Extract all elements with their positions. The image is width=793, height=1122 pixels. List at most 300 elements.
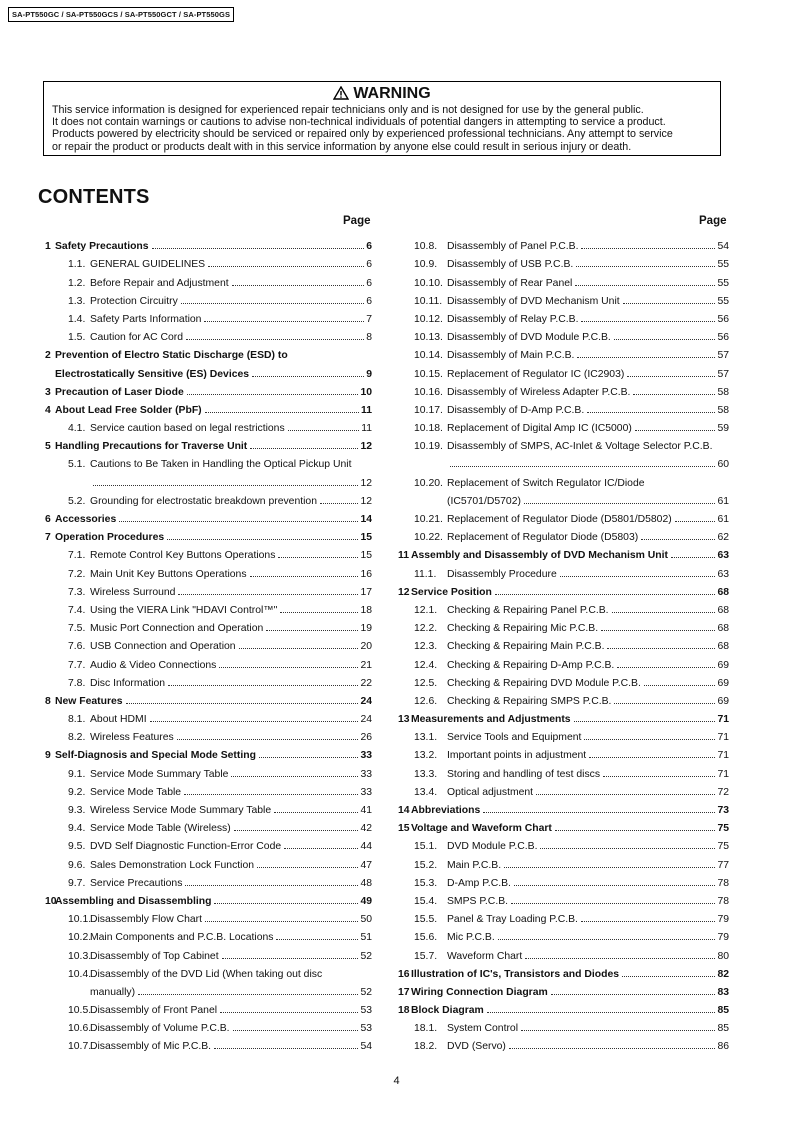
- toc-entry[interactable]: [40, 852, 372, 870]
- toc-entry[interactable]: [396, 416, 729, 434]
- toc-entry-number: 12.2.: [414, 623, 438, 635]
- toc-entry[interactable]: [40, 234, 372, 252]
- toc-entry-title: Service caution based on legal restrictions: [90, 423, 285, 435]
- toc-leader-dots: [126, 703, 359, 704]
- toc-entry-number: 7.6.: [68, 641, 86, 653]
- toc-entry-title: Disassembly of DVD Module P.C.B.: [447, 332, 611, 344]
- toc-entry-page: 53: [360, 1005, 372, 1017]
- toc-entry-number: 9.1.: [68, 768, 86, 780]
- toc-entry[interactable]: [40, 343, 372, 361]
- toc-leader-dots: [536, 794, 715, 795]
- toc-entry-title: Prevention of Electro Static Discharge (ESD) to: [55, 350, 288, 362]
- toc-entry[interactable]: [396, 871, 729, 889]
- toc-entry-title: Cautions to Be Taken in Handling the Optical Pickup Unit: [90, 459, 352, 471]
- toc-entry-title: Service Mode Summary Table: [90, 768, 229, 780]
- toc-entry-page: 24: [360, 714, 372, 726]
- toc-entry-page: 73: [717, 805, 729, 816]
- toc-leader-dots: [607, 648, 715, 649]
- warning-box: [43, 81, 721, 156]
- toc-leader-dots: [551, 994, 716, 995]
- toc-entry-title: Disc Information: [90, 677, 166, 689]
- toc-entry-page: 78: [717, 877, 729, 889]
- toc-entry-title: Wireless Surround: [90, 586, 176, 598]
- toc-leader-dots: [576, 266, 715, 267]
- toc-entry-title: Main Components and P.C.B. Locations: [90, 932, 274, 944]
- toc-entry-title: Operation Procedures: [55, 532, 165, 544]
- toc-leader-dots: [205, 921, 358, 922]
- toc-entry-title: About Lead Free Solder (PbF): [55, 404, 202, 416]
- toc-entry[interactable]: [40, 507, 372, 525]
- toc-entry[interactable]: [396, 689, 729, 707]
- toc-entry-page: 71: [717, 750, 729, 762]
- toc-entry-title: SMPS P.C.B.: [447, 895, 509, 907]
- toc-entry-page: 58: [717, 386, 729, 398]
- toc-entry-page: 79: [717, 932, 729, 944]
- toc-entry[interactable]: [396, 1034, 729, 1052]
- toc-entry-page: 55: [717, 259, 729, 271]
- toc-entry[interactable]: [40, 652, 372, 670]
- toc-entry[interactable]: [396, 943, 729, 961]
- toc-entry[interactable]: [396, 998, 729, 1016]
- toc-leader-dots: [504, 867, 715, 868]
- toc-leader-dots: [581, 321, 715, 322]
- toc-entry-page: 78: [717, 895, 729, 907]
- toc-entry[interactable]: [396, 852, 729, 870]
- toc-entry-number: 10: [45, 895, 57, 907]
- toc-entry[interactable]: [396, 380, 729, 398]
- toc-leader-dots: [644, 685, 716, 686]
- toc-entry-page: 20: [360, 641, 372, 653]
- toc-entry-title: Disassembly of Main P.C.B.: [447, 350, 575, 362]
- toc-entry-number: 13.1.: [414, 732, 438, 744]
- toc-entry[interactable]: [396, 452, 729, 470]
- toc-entry-title: Disassembly of Panel P.C.B.: [447, 241, 579, 253]
- toc-entry-title: Service Mode Table (Wireless): [90, 823, 231, 835]
- toc-entry[interactable]: [40, 398, 372, 416]
- toc-entry-number: 1: [45, 241, 51, 253]
- toc-entry-number: 1.4.: [68, 313, 86, 325]
- toc-entry[interactable]: [40, 416, 372, 434]
- toc-entry-title: Storing and handling of test discs: [447, 768, 601, 780]
- toc-entry[interactable]: [396, 889, 729, 907]
- toc-entry[interactable]: [40, 561, 372, 579]
- toc-entry-number: 12: [398, 586, 410, 598]
- toc-entry-number: 7.5.: [68, 623, 86, 635]
- toc-entry-title: Checking & Repairing SMPS P.C.B.: [447, 695, 612, 707]
- toc-entry[interactable]: [40, 1016, 372, 1034]
- toc-entry[interactable]: [396, 270, 729, 288]
- toc-leader-dots: [266, 630, 358, 631]
- toc-entry[interactable]: [396, 725, 729, 743]
- toc-entry[interactable]: [40, 307, 372, 325]
- toc-entry-number: 13.3.: [414, 768, 438, 780]
- toc-entry-title: Main P.C.B.: [447, 859, 502, 871]
- toc-entry-number: 4: [45, 404, 51, 416]
- toc-entry[interactable]: [40, 580, 372, 598]
- toc-entry[interactable]: [40, 525, 372, 543]
- toc-entry-page: 21: [360, 659, 372, 671]
- toc-entry-number: 12.6.: [414, 695, 438, 707]
- toc-leader-dots: [220, 1012, 358, 1013]
- toc-entry-number: 12.1.: [414, 604, 438, 616]
- toc-entry[interactable]: [396, 671, 729, 689]
- toc-entry-title: New Features: [55, 695, 123, 707]
- toc-entry-page: 12: [360, 441, 372, 453]
- toc-entry-title: Disassembly Procedure: [447, 568, 557, 580]
- toc-entry-number: 10.4.: [68, 968, 92, 980]
- warning-text: [44, 103, 720, 153]
- toc-entry-title: Replacement of Regulator IC (IC2903): [447, 368, 625, 380]
- toc-entry-number: 13: [398, 714, 410, 726]
- toc-entry-title: Replacement of Regulator Diode (D5803): [447, 532, 639, 544]
- page-number: 4: [393, 1075, 400, 1087]
- toc-leader-dots: [617, 667, 715, 668]
- toc-leader-dots: [581, 921, 716, 922]
- toc-leader-dots: [483, 812, 715, 813]
- toc-entry-number: 9.7.: [68, 877, 86, 889]
- toc-entry[interactable]: [396, 543, 729, 561]
- toc-entry[interactable]: [396, 816, 729, 834]
- toc-entry[interactable]: [396, 307, 729, 325]
- toc-leader-dots: [168, 685, 358, 686]
- toc-entry[interactable]: [396, 580, 729, 598]
- toc-entry-title: Disassembly Flow Chart: [90, 914, 203, 926]
- toc-entry-title: Disassembly of Top Cabinet: [90, 950, 219, 962]
- toc-leader-dots: [214, 903, 358, 904]
- toc-leader-dots: [93, 485, 358, 486]
- toc-entry[interactable]: [396, 962, 729, 980]
- toc-entry-title: (IC5701/D5702): [447, 495, 521, 507]
- toc-entry-title: Optical adjustment: [447, 786, 534, 798]
- toc-entry-page: 63: [717, 550, 729, 562]
- toc-entry-title: Measurements and Adjustments: [411, 714, 571, 726]
- toc-entry-number: 9.6.: [68, 859, 86, 871]
- toc-entry-number: 10.12.: [414, 313, 443, 325]
- toc-entry-title: Disassembly of Wireless Adapter P.C.B.: [447, 386, 631, 398]
- toc-entry[interactable]: [396, 834, 729, 852]
- toc-entry-number: 15.6.: [414, 932, 438, 944]
- toc-entry-title: Remote Control Key Buttons Operations: [90, 550, 276, 562]
- toc-entry-number: 2: [45, 350, 51, 362]
- toc-entry[interactable]: [396, 1016, 729, 1034]
- toc-entry-title: Self-Diagnosis and Special Mode Setting: [55, 750, 256, 762]
- toc-entry[interactable]: [396, 507, 729, 525]
- toc-leader-dots: [231, 776, 358, 777]
- toc-entry[interactable]: [40, 543, 372, 561]
- toc-entry-number: 10.15.: [414, 368, 443, 380]
- toc-entry[interactable]: [40, 689, 372, 707]
- toc-leader-dots: [587, 412, 715, 413]
- toc-entry-page: 15: [360, 550, 372, 562]
- toc-entry[interactable]: [396, 707, 729, 725]
- toc-entry[interactable]: [396, 325, 729, 343]
- toc-entry-title: Assembly and Disassembly of DVD Mechanism Unit: [411, 550, 668, 562]
- toc-entry[interactable]: [40, 361, 372, 379]
- warning-line: Products powered by electricity should be serviced or repaired only by experienced professional technicians. Any attempt to service: [52, 128, 673, 141]
- toc-entry-page: 86: [717, 1041, 729, 1053]
- toc-entry-page: 80: [717, 950, 729, 962]
- toc-leader-dots: [205, 412, 359, 413]
- toc-entry-title: Handling Precautions for Traverse Unit: [55, 441, 248, 453]
- toc-entry-number: 9.4.: [68, 823, 86, 835]
- toc-entry-number: 7.3.: [68, 586, 86, 598]
- toc-entry-number: 9: [45, 750, 51, 762]
- toc-entry-title: D-Amp P.C.B.: [447, 877, 511, 889]
- toc-entry[interactable]: [396, 289, 729, 307]
- toc-entry[interactable]: [40, 1034, 372, 1052]
- toc-entry-number: 7.2.: [68, 568, 86, 580]
- toc-entry-number: 10.20.: [414, 477, 443, 489]
- toc-entry[interactable]: [40, 816, 372, 834]
- toc-entry-page: 68: [717, 641, 729, 653]
- toc-leader-dots: [239, 648, 359, 649]
- toc-entry[interactable]: [396, 780, 729, 798]
- toc-entry[interactable]: [40, 634, 372, 652]
- toc-entry[interactable]: [40, 725, 372, 743]
- toc-entry[interactable]: [396, 398, 729, 416]
- toc-entry-page: 44: [360, 841, 372, 853]
- toc-entry-title: Disassembly of SMPS, AC-Inlet & Voltage Selector P.C.B.: [447, 441, 713, 453]
- toc-entry-title: Assembling and Disassembling: [55, 895, 212, 907]
- toc-entry[interactable]: [396, 434, 729, 452]
- toc-entry-page: 71: [717, 714, 729, 726]
- toc-leader-dots: [514, 885, 716, 886]
- toc-leader-dots: [274, 812, 358, 813]
- toc-leader-dots: [233, 1030, 359, 1031]
- toc-entry-page: 62: [717, 532, 729, 544]
- toc-leader-dots: [622, 976, 715, 977]
- toc-leader-dots: [495, 594, 716, 595]
- toc-entry[interactable]: [396, 634, 729, 652]
- toc-entry-number: 10.13.: [414, 332, 443, 344]
- toc-entry-page: 12: [360, 495, 372, 507]
- toc-entry-page: 8: [366, 332, 372, 344]
- toc-entry[interactable]: [40, 434, 372, 452]
- toc-entry-title: Checking & Repairing Mic P.C.B.: [447, 623, 599, 635]
- toc-entry[interactable]: [40, 780, 372, 798]
- toc-entry[interactable]: [396, 798, 729, 816]
- toc-entry-title: Safety Parts Information: [90, 313, 202, 325]
- toc-leader-dots: [167, 539, 358, 540]
- toc-entry-page: 11: [361, 404, 372, 416]
- toc-entry-title: Important points in adjustment: [447, 750, 587, 762]
- toc-entry[interactable]: [40, 834, 372, 852]
- toc-entry-number: 10.11.: [414, 295, 443, 307]
- toc-entry[interactable]: [40, 598, 372, 616]
- toc-entry[interactable]: [396, 925, 729, 943]
- toc-entry[interactable]: [40, 252, 372, 270]
- toc-leader-dots: [487, 1012, 716, 1013]
- toc-entry-page: 10: [360, 386, 372, 398]
- toc-entry[interactable]: [396, 652, 729, 670]
- toc-leader-dots: [555, 830, 716, 831]
- toc-leader-dots: [250, 448, 358, 449]
- toc-entry-number: 9.3.: [68, 805, 86, 816]
- toc-entry-title: Disassembly of D-Amp P.C.B.: [447, 404, 585, 416]
- toc-entry-title: Safety Precautions: [55, 241, 149, 253]
- toc-leader-dots: [498, 939, 716, 940]
- toc-entry-page: 69: [717, 677, 729, 689]
- toc-entry-number: 10.6.: [68, 1023, 92, 1035]
- toc-entry-number: 15: [398, 823, 410, 835]
- toc-entry[interactable]: [40, 325, 372, 343]
- toc-leader-dots: [623, 303, 716, 304]
- toc-entry-title: Service Tools and Equipment: [447, 732, 582, 744]
- toc-entry-number: 6: [45, 514, 51, 525]
- toc-entry-page: 49: [360, 895, 372, 907]
- toc-entry-title: Wiring Connection Diagram: [411, 986, 548, 998]
- toc-leader-dots: [675, 521, 716, 522]
- toc-entry[interactable]: [40, 907, 372, 925]
- toc-entry[interactable]: [40, 489, 372, 507]
- toc-entry-page: 51: [360, 932, 372, 944]
- toc-entry-number: 15.3.: [414, 877, 438, 889]
- toc-entry-title: Audio & Video Connections: [90, 659, 217, 671]
- toc-leader-dots: [252, 376, 364, 377]
- toc-entry-number: 1.1.: [68, 259, 86, 271]
- toc-leader-dots: [603, 776, 715, 777]
- warning-triangle-icon: [333, 86, 349, 100]
- toc-leader-dots: [214, 1048, 358, 1049]
- toc-entry[interactable]: [40, 707, 372, 725]
- toc-entry[interactable]: [396, 470, 729, 488]
- toc-entry[interactable]: [40, 798, 372, 816]
- toc-entry-page: 6: [366, 277, 372, 289]
- toc-entry-number: 10.5.: [68, 1005, 92, 1017]
- toc-entry-page: 72: [717, 786, 729, 798]
- toc-entry-number: 11: [398, 550, 409, 562]
- toc-entry-number: 17: [398, 986, 410, 998]
- toc-entry[interactable]: [396, 907, 729, 925]
- toc-entry[interactable]: [396, 252, 729, 270]
- toc-entry-page: 47: [360, 859, 372, 871]
- toc-entry[interactable]: [40, 616, 372, 634]
- toc-leader-dots: [259, 757, 359, 758]
- toc-entry-title: About HDMI: [90, 714, 147, 726]
- toc-entry-number: 12.3.: [414, 641, 438, 653]
- warning-title: [44, 85, 720, 103]
- toc-entry-page: 6: [366, 295, 372, 307]
- toc-entry[interactable]: [40, 452, 372, 470]
- toc-entry-page: 60: [717, 459, 729, 471]
- toc-entry[interactable]: [40, 380, 372, 398]
- toc-entry-page: 79: [717, 914, 729, 926]
- toc-leader-dots: [509, 1048, 716, 1049]
- toc-entry-title: GENERAL GUIDELINES: [90, 259, 206, 271]
- toc-entry[interactable]: [396, 234, 729, 252]
- toc-entry-page: 22: [360, 677, 372, 689]
- toc-entry-number: 15.4.: [414, 895, 438, 907]
- toc-entry-page: 12: [360, 477, 372, 489]
- toc-entry-page: 11: [361, 423, 372, 435]
- toc-entry[interactable]: [396, 598, 729, 616]
- toc-entry[interactable]: [40, 761, 372, 779]
- toc-entry-number: 7.8.: [68, 677, 86, 689]
- toc-entry[interactable]: [40, 962, 372, 980]
- toc-entry[interactable]: [40, 980, 372, 998]
- toc-entry-page: 18: [360, 604, 372, 616]
- toc-leader-dots: [250, 576, 359, 577]
- toc-entry[interactable]: [396, 343, 729, 361]
- toc-entry-page: 69: [717, 659, 729, 671]
- warning-title-text: WARNING: [353, 85, 431, 102]
- toc-entry-number: 15.7.: [414, 950, 438, 962]
- toc-entry[interactable]: [396, 561, 729, 579]
- toc-leader-dots: [671, 557, 715, 558]
- toc-leader-dots: [178, 594, 358, 595]
- toc-entry-number: 15.2.: [414, 859, 438, 871]
- toc-entry-title: Service Precautions: [90, 877, 183, 889]
- toc-entry[interactable]: [396, 489, 729, 507]
- toc-leader-dots: [540, 848, 715, 849]
- toc-entry-title: Disassembly of Front Panel: [90, 1005, 218, 1017]
- toc-entry-page: 54: [717, 241, 729, 253]
- warning-line: or repair the product or products dealt with in this service information by anyone else could result in serious injury or death.: [52, 140, 632, 153]
- toc-leader-dots: [635, 430, 716, 431]
- toc-entry-number: 11.1.: [414, 568, 437, 580]
- toc-entry-page: 6: [366, 259, 372, 271]
- toc-entry[interactable]: [40, 470, 372, 488]
- toc-entry[interactable]: [40, 889, 372, 907]
- toc-entry-page: 16: [360, 568, 372, 580]
- toc-entry-number: 7.4.: [68, 604, 86, 616]
- toc-entry-number: 15.1.: [414, 841, 438, 853]
- toc-entry-title: Service Mode Table: [90, 786, 182, 798]
- toc-entry-number: 16: [398, 968, 410, 980]
- toc-entry-number: 10.7.: [68, 1041, 92, 1053]
- toc-entry[interactable]: [40, 871, 372, 889]
- toc-entry-page: 77: [717, 859, 729, 871]
- toc-entry[interactable]: [40, 998, 372, 1016]
- toc-entry[interactable]: [40, 270, 372, 288]
- toc-leader-dots: [284, 848, 358, 849]
- toc-entry[interactable]: [396, 361, 729, 379]
- toc-entry-number: 5.1.: [68, 459, 86, 471]
- toc-leader-dots: [614, 339, 716, 340]
- toc-entry[interactable]: [40, 943, 372, 961]
- toc-entry-title: Disassembly of Volume P.C.B.: [90, 1023, 230, 1035]
- toc-entry-title: Electrostatically Sensitive (ES) Devices: [55, 368, 250, 380]
- toc-entry[interactable]: [40, 925, 372, 943]
- toc-entry-number: 9.2.: [68, 786, 86, 798]
- toc-entry-title: Disassembly of DVD Mechanism Unit: [447, 295, 620, 307]
- toc-entry-number: 1.5.: [68, 332, 86, 344]
- toc-entry[interactable]: [396, 761, 729, 779]
- toc-entry[interactable]: [40, 671, 372, 689]
- toc-entry-page: 14: [360, 514, 372, 525]
- toc-entry-title: USB Connection and Operation: [90, 641, 236, 653]
- toc-entry[interactable]: [40, 743, 372, 761]
- toc-entry[interactable]: [396, 525, 729, 543]
- toc-entry-number: 3: [45, 386, 51, 398]
- toc-leader-dots: [525, 958, 715, 959]
- toc-entry-number: 10.3.: [68, 950, 92, 962]
- toc-entry[interactable]: [396, 616, 729, 634]
- toc-entry[interactable]: [396, 743, 729, 761]
- toc-entry-title: Before Repair and Adjustment: [90, 277, 229, 289]
- warning-line: It does not contain warnings or cautions to advise non-technical individuals of potential dangers in attempting to service a product.: [52, 116, 666, 129]
- toc-entry-title: Illustration of IC's, Transistors and Diodes: [411, 968, 620, 980]
- toc-leader-dots: [320, 503, 358, 504]
- toc-entry[interactable]: [396, 980, 729, 998]
- toc-entry[interactable]: [40, 289, 372, 307]
- toc-leader-dots: [276, 939, 358, 940]
- toc-leader-dots: [575, 285, 715, 286]
- toc-entry-number: 18.2.: [414, 1041, 438, 1053]
- toc-entry-title: System Control: [447, 1023, 519, 1035]
- page-column-heading-right: Page: [699, 215, 727, 227]
- contents-title: CONTENTS: [38, 186, 150, 208]
